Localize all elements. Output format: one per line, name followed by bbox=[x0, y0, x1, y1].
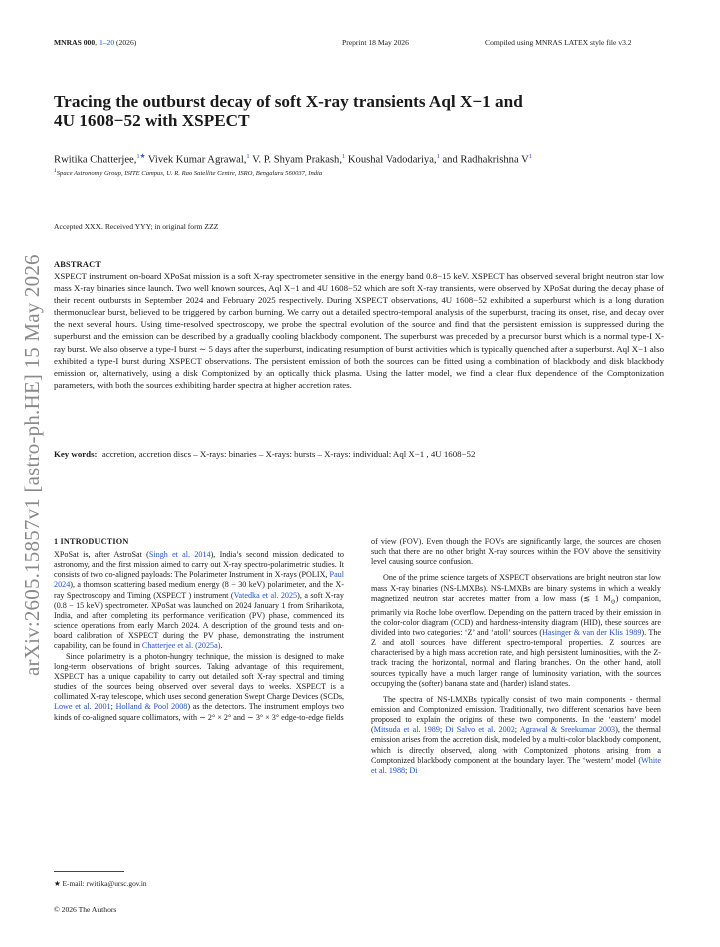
keywords bbox=[54, 449, 674, 459]
author-5: and Radhakrishna V bbox=[439, 154, 529, 166]
journal-year: (2026) bbox=[116, 38, 137, 47]
text: ; bbox=[439, 725, 446, 735]
text: ) companion, primarily via Roche lobe overflow. Depending on the pattern traced by their emission in the color-color diagram (CCD) and hardness-intensity diagram (HID), these sources are divided into two categories: ‘Z’ and ‘atoll’ sources ( bbox=[371, 593, 661, 637]
journal-name: MNRAS bbox=[54, 38, 82, 47]
affiliation-mark: 1 bbox=[54, 168, 57, 174]
footnote bbox=[54, 879, 147, 888]
solar-symbol: ⊙ bbox=[610, 599, 616, 606]
text: XPoSat is, after AstroSat ( bbox=[54, 550, 149, 559]
author-3-affiliation-mark[interactable]: 1 bbox=[342, 153, 346, 160]
abstract-body: XSPECT instrument on-board XPoSat mission is a soft X-ray spectrometer sensitive in the energy band 0.8−15 keV. XSPECT has observed several bright neutron star low mass X-ray binaries since launch. Two well known sources, Aql X−1 and 4U 1608−52 which are soft X-ray transients, were observed by XPoSat during the decay phase of their recent outbursts in September 2024 and February 2025 respectively. During XSPECT observations, 4U 1608−52 exhibited a superburst which is a long duration thermonuclear burst, believed to be triggered by carbon burning. We carry out a detailed spectro-temporal analysis of the superburst, tracing its onset, rise, and decay over the next several hours. Using time-resolved spectroscopy, we probe the spectral evolution of the source and find that the persistent emission is suppressed during the superburst and the emission can be described by a gradually cooling blackbody component. The superburst was preceded by a precursor burst which is a normal type-I X-ray burst. We also observe a type-I burst ∼ 5 days after the superburst, indicating resumption of burst activities which is typically quenched after a superburst. Aql X−1 also exhibited a type-I burst during XSPECT observations. The persistent emission of both the sources can be fitted using a combination of blackbody and disk blackbody emission or, alternatively, using a disk Comptonized by an optically thick plasma. Using the latter model, we find a clear flux dependence of the Comptonization parameters, with both the sources exhibiting harder spectra at higher accretion rates. bbox=[54, 271, 664, 390]
footnote-email: E-mail: rwitika@ursc.gov.in bbox=[60, 879, 147, 888]
text: Since polarimetry is a photon-hungry technique, the mission is designed to make long-term observations of bright sources. Taking advantage of this requirement, XSPECT has a unique capability to carry out detailed soft X-ray spectral and timing studies of the sources being observed over several days to weeks. XSPECT is a collimated X-ray telescope, which uses second generation Swept Charge Devices (SCDs, bbox=[54, 651, 345, 702]
keywords-text: accretion, accretion discs – X-rays: binaries – X-rays: bursts – X-rays: individual: Aql X−1 , 4U 1608−52 bbox=[101, 449, 476, 459]
page-range-link[interactable]: 1–20 bbox=[98, 38, 115, 47]
author-list bbox=[54, 152, 714, 166]
preprint-date: Preprint 18 May 2026 bbox=[342, 38, 409, 47]
author-4: Koushal Vadodariya, bbox=[345, 154, 437, 166]
journal-volume: 000 bbox=[83, 38, 96, 47]
author-1: Rwitika Chatterjee, bbox=[54, 154, 137, 166]
keywords-label: Key words: bbox=[54, 449, 98, 459]
abstract-heading: ABSTRACT bbox=[54, 260, 102, 269]
citation-disalvo-2002[interactable]: Di Salvo et al. 2002 bbox=[445, 725, 515, 735]
left-column bbox=[54, 537, 344, 723]
text: ; bbox=[110, 702, 116, 712]
text: ; bbox=[405, 765, 410, 775]
section-heading-introduction: 1 INTRODUCTION bbox=[54, 537, 129, 546]
running-header-left: MNRAS 000, 1–20 (2026) bbox=[54, 38, 137, 47]
compiled-note: Compiled using MNRAS LATEX style file v3.2 bbox=[485, 38, 632, 47]
title-line-2: 4U 1608−52 with XSPECT bbox=[54, 111, 250, 130]
title-line-1: Tracing the outburst decay of soft X-ray transients Aql X−1 and bbox=[54, 92, 523, 111]
author-2: Vivek Kumar Agrawal, bbox=[145, 154, 247, 166]
paper-title bbox=[54, 92, 654, 130]
text: . bbox=[220, 641, 223, 651]
footnote-mark: ★ bbox=[54, 879, 61, 888]
citation-agrawal-2003[interactable]: Agrawal & Sreekumar 2003 bbox=[519, 725, 616, 735]
copyright: © 2026 The Authors bbox=[54, 905, 117, 914]
intro-paragraph-3: of view (FOV). Even though the FOVs are significantly large, the sources are chosen such that there are no other bright X-ray sources within the FOV above the sensitivity level causing source confusion. bbox=[371, 537, 661, 567]
accepted-line: Accepted XXX. Received YYY; in original form ZZZ bbox=[54, 222, 219, 231]
citation-lowe-2001[interactable]: Lowe et al. 2001 bbox=[54, 702, 111, 712]
arxiv-stamp: arXiv:2605.15857v1 [astro-ph.HE] 15 May 2026 bbox=[20, 254, 44, 676]
text: The spectra of NS-LMXBs typically consist of two main components - thermal emission and Comptonized emission. Traditionally, two different scenarios have been proposed to explain the origins of these two components. In the ‘eastern’ model ( bbox=[371, 694, 661, 735]
citation-holland-pool-2008[interactable]: Holland & Pool 2008 bbox=[115, 702, 188, 712]
footnote-rule bbox=[54, 871, 124, 872]
citation-hasinger-1989[interactable]: Hasinger & van der Klis 1989 bbox=[542, 627, 642, 637]
citation-chatterjee-2025a[interactable]: Chatterjee et al. (2025a) bbox=[141, 641, 221, 651]
author-5-affiliation-mark[interactable]: 1 bbox=[528, 153, 533, 160]
text: ), India’s second mission dedicated to astronomy, and the first mission aimed to carry out X-ray spectro-polarimetric studies. It consists of two co-aligned payloads: The Polarimeter Instrument in X-rays (POLIX, bbox=[54, 550, 344, 580]
text: ), a thomson scattering based medium energy (8 − 30 keV) polarimeter, and the X-ray Spectroscopy and Timing (XSPECT ) instrument ( bbox=[54, 580, 344, 600]
author-3: V. P. Shyam Prakash, bbox=[249, 154, 342, 166]
text: ). The Z and atoll sources have different spectro-temporal properties. Z sources are characterised by a high mass accretion rate, and high persistent luminosities, with the Z-track tracing the horizontal, normal and flaring branches. On the other hand, atoll sources typically have a much larger range of luminosity variation, with the sources occupying the (softer) banana state and (harder) island states. bbox=[371, 627, 661, 688]
intro-paragraph-1 bbox=[54, 550, 344, 652]
citation-mitsuda-1989[interactable]: Mitsuda et al. 1989 bbox=[373, 725, 440, 735]
intro-paragraph-4 bbox=[371, 573, 661, 688]
author-2-affiliation-mark[interactable]: 1 bbox=[246, 153, 250, 160]
text: ; bbox=[514, 725, 520, 735]
intro-paragraph-2 bbox=[54, 652, 344, 723]
affiliation-text: Space Astronomy Group, ISITE Campus, U. R. Rao Satellite Centre, ISRO, Bengaluru 560037, India bbox=[56, 170, 323, 178]
citation-di-continued[interactable]: Di bbox=[409, 765, 418, 775]
intro-paragraph-5 bbox=[371, 695, 661, 776]
citation-white-1988[interactable]: White et al. 1988 bbox=[371, 755, 661, 775]
affiliation bbox=[54, 168, 322, 177]
text: ), the thermal emission arises from the accretion disk, modeled by a multi-color blackbody component, which is directly observed, along with Comptonized photons arising from a Comptonized blackbody component at the boundary layer. The ‘western’ model ( bbox=[371, 725, 661, 765]
author-4-affiliation-mark[interactable]: 1 bbox=[436, 153, 440, 160]
text: ) as the detectors. The instrument employs two kinds of co-aligned square collimators, with ∼ 2° × 2° and ∼ 3° × 3° edge-to-edge fields bbox=[54, 702, 344, 722]
citation-vatedka-2025[interactable]: Vatedka et al. 2025 bbox=[233, 590, 298, 600]
text: One of the prime science targets of XSPECT observations are bright neutron star low mass X-ray binaries (NS-LMXBs). NS-LMXBs are binary systems in which a weakly magnetized neutron star accretes matter from a low mass (≲ 1 M bbox=[371, 573, 661, 603]
author-1-affiliation-mark[interactable]: 1★ bbox=[136, 153, 146, 160]
right-column bbox=[371, 537, 661, 776]
text: ), a soft X-ray (0.8 − 15 keV) spectrometer. XPoSat was launched on 2024 January 1 from Sriharikota, India, and after completing its performance verification (PV) phase, commenced its science operations from early March 2024. A description of the ground tests and on-board calibration of XSPECT during the PV phase, demonstrating the instrument capability, can be found in bbox=[54, 590, 344, 651]
citation-paul-2024[interactable]: Paul 2024 bbox=[54, 570, 344, 590]
citation-singh-2014[interactable]: Singh et al. 2014 bbox=[148, 550, 211, 559]
